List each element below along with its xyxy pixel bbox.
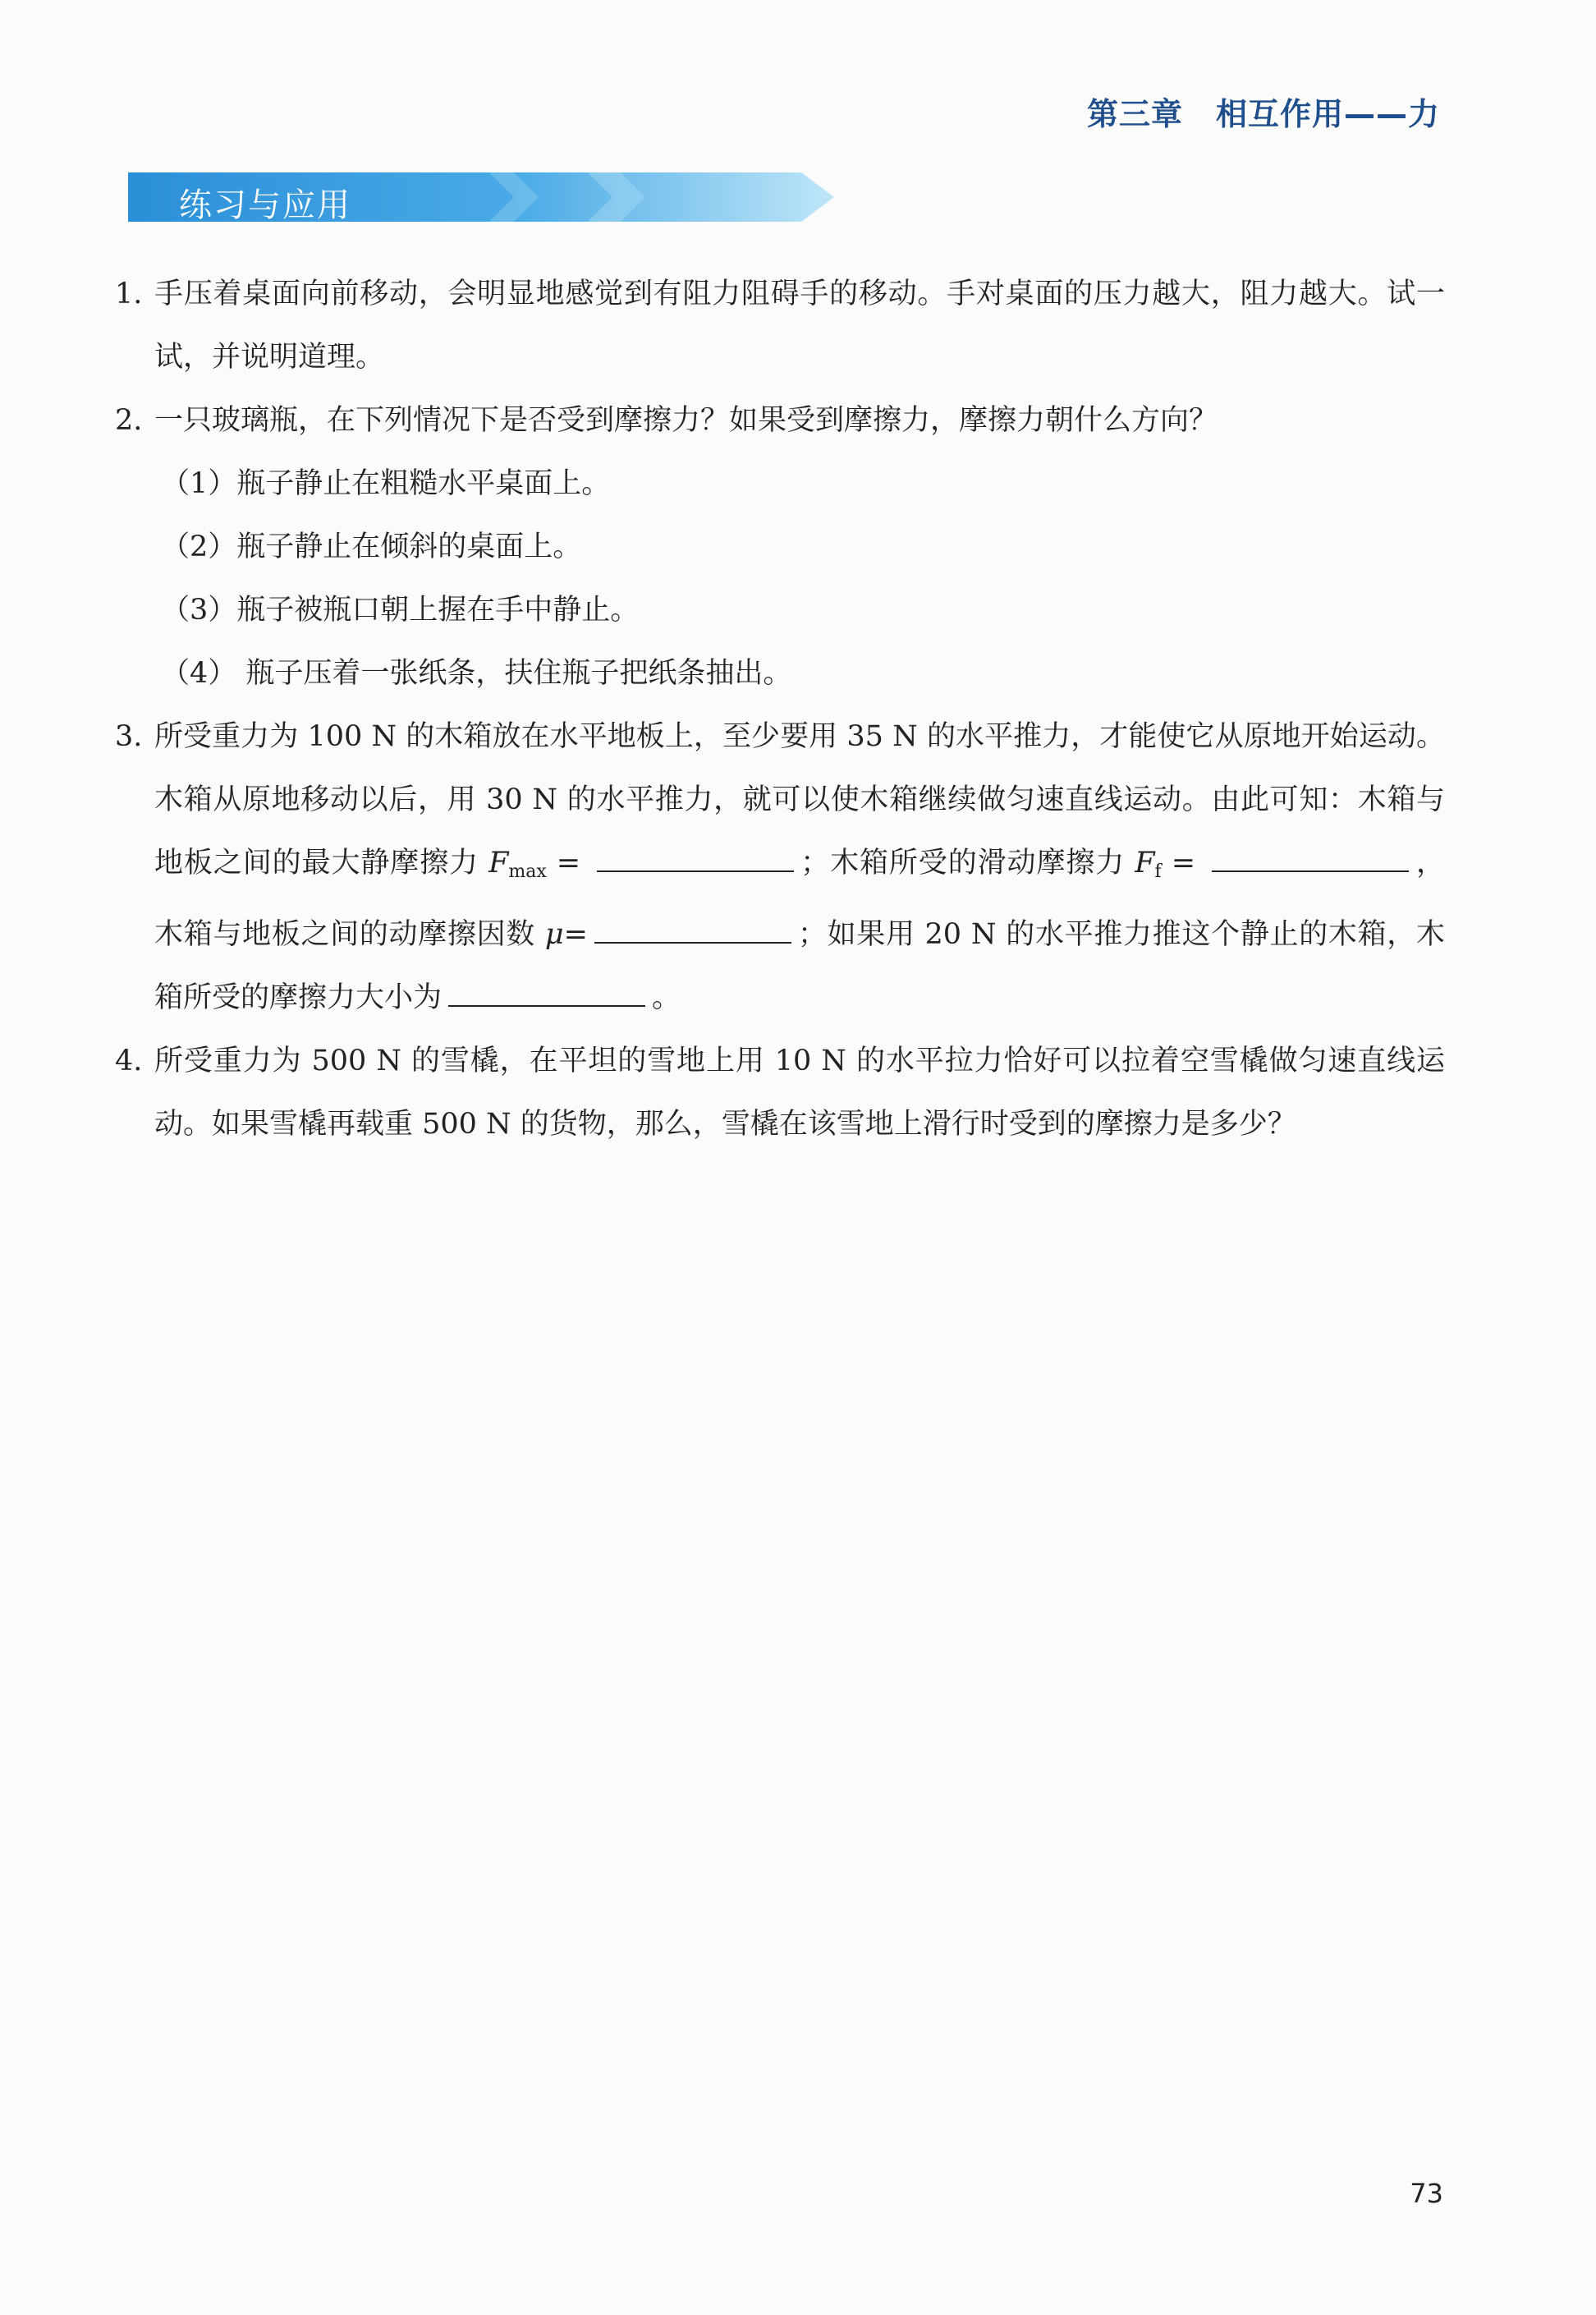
- question-text-end: 。: [652, 981, 681, 1014]
- question-2-item-3: （3）瓶子被瓶口朝上握在手中静止。: [161, 594, 640, 627]
- equals-3: =: [563, 918, 588, 951]
- ff-symbol: F: [1135, 847, 1155, 880]
- question-2-item-2: （2）瓶子静止在倾斜的桌面上。: [161, 531, 582, 563]
- mu-symbol: μ: [544, 918, 564, 951]
- section-title: 练习与应用: [179, 186, 351, 224]
- question-1: [115, 263, 1445, 389]
- ff-subscript: f: [1154, 861, 1162, 882]
- question-2-item-4: （4） 瓶子压着一张纸条，扶住瓶子把纸条抽出。: [161, 657, 792, 690]
- section-banner: [128, 172, 834, 222]
- question-text-part2: ；木箱所受的滑动摩擦力: [800, 847, 1135, 880]
- chapter-header: [1087, 89, 1440, 134]
- equals-2: =: [1161, 847, 1206, 880]
- question-text: 所受重力为 500 N 的雪橇，在平坦的雪地上用 10 N 的水平拉力恰好可以拉着空雪橇做匀速直线运动。如果雪橇再载重 500 N 的货物，那么，雪橇在该雪地上滑行时受到的摩擦力是多少？: [154, 1045, 1445, 1141]
- question-number: 1.: [115, 278, 143, 310]
- page-number: 73: [1410, 2178, 1443, 2209]
- question-text-part1: 所受重力为 100 N 的木箱放在水平地板上，至少要用 35 N 的水平推力，才能使它从原地开始运动。木箱从原地移动以后，用 30 N 的水平推力，就可以使木箱继续做匀速直线运动。由此可知：木箱与地板之间的最大静摩擦力: [154, 720, 1445, 880]
- chapter-number: 第三章: [1086, 96, 1183, 132]
- exercise-content: [115, 263, 1445, 1156]
- question-2: [115, 389, 1445, 452]
- question-text-part3: ，木箱与地板之间的动摩擦因数: [154, 847, 1445, 951]
- answer-blank-fmax[interactable]: [597, 870, 794, 872]
- question-number: 2.: [115, 404, 143, 437]
- fmax-symbol: F: [488, 847, 509, 880]
- question-text: 手压着桌面向前移动，会明显地感觉到有阻力阻碍手的移动。手对桌面的压力越大，阻力越大。试一试，并说明道理。: [154, 278, 1445, 374]
- fmax-subscript: max: [508, 861, 547, 882]
- question-3: [115, 705, 1445, 1030]
- question-text: 一只玻璃瓶，在下列情况下是否受到摩擦力？如果受到摩擦力，摩擦力朝什么方向？: [154, 404, 1218, 437]
- question-2-item-1: （1）瓶子静止在粗糙水平桌面上。: [161, 467, 611, 500]
- answer-blank-friction[interactable]: [448, 1004, 645, 1007]
- question-4: [115, 1030, 1445, 1156]
- question-number: 4.: [115, 1045, 143, 1077]
- answer-blank-ff[interactable]: [1212, 870, 1409, 872]
- question-number: 3.: [115, 720, 143, 753]
- answer-blank-mu[interactable]: [594, 941, 791, 944]
- chapter-title: 相互作用——力: [1215, 96, 1440, 132]
- equals-1: =: [546, 847, 591, 880]
- question-text-part4: ；如果用 20 N 的水平推力推这个静止的木箱，木箱所受的摩擦力大小为: [154, 918, 1445, 1014]
